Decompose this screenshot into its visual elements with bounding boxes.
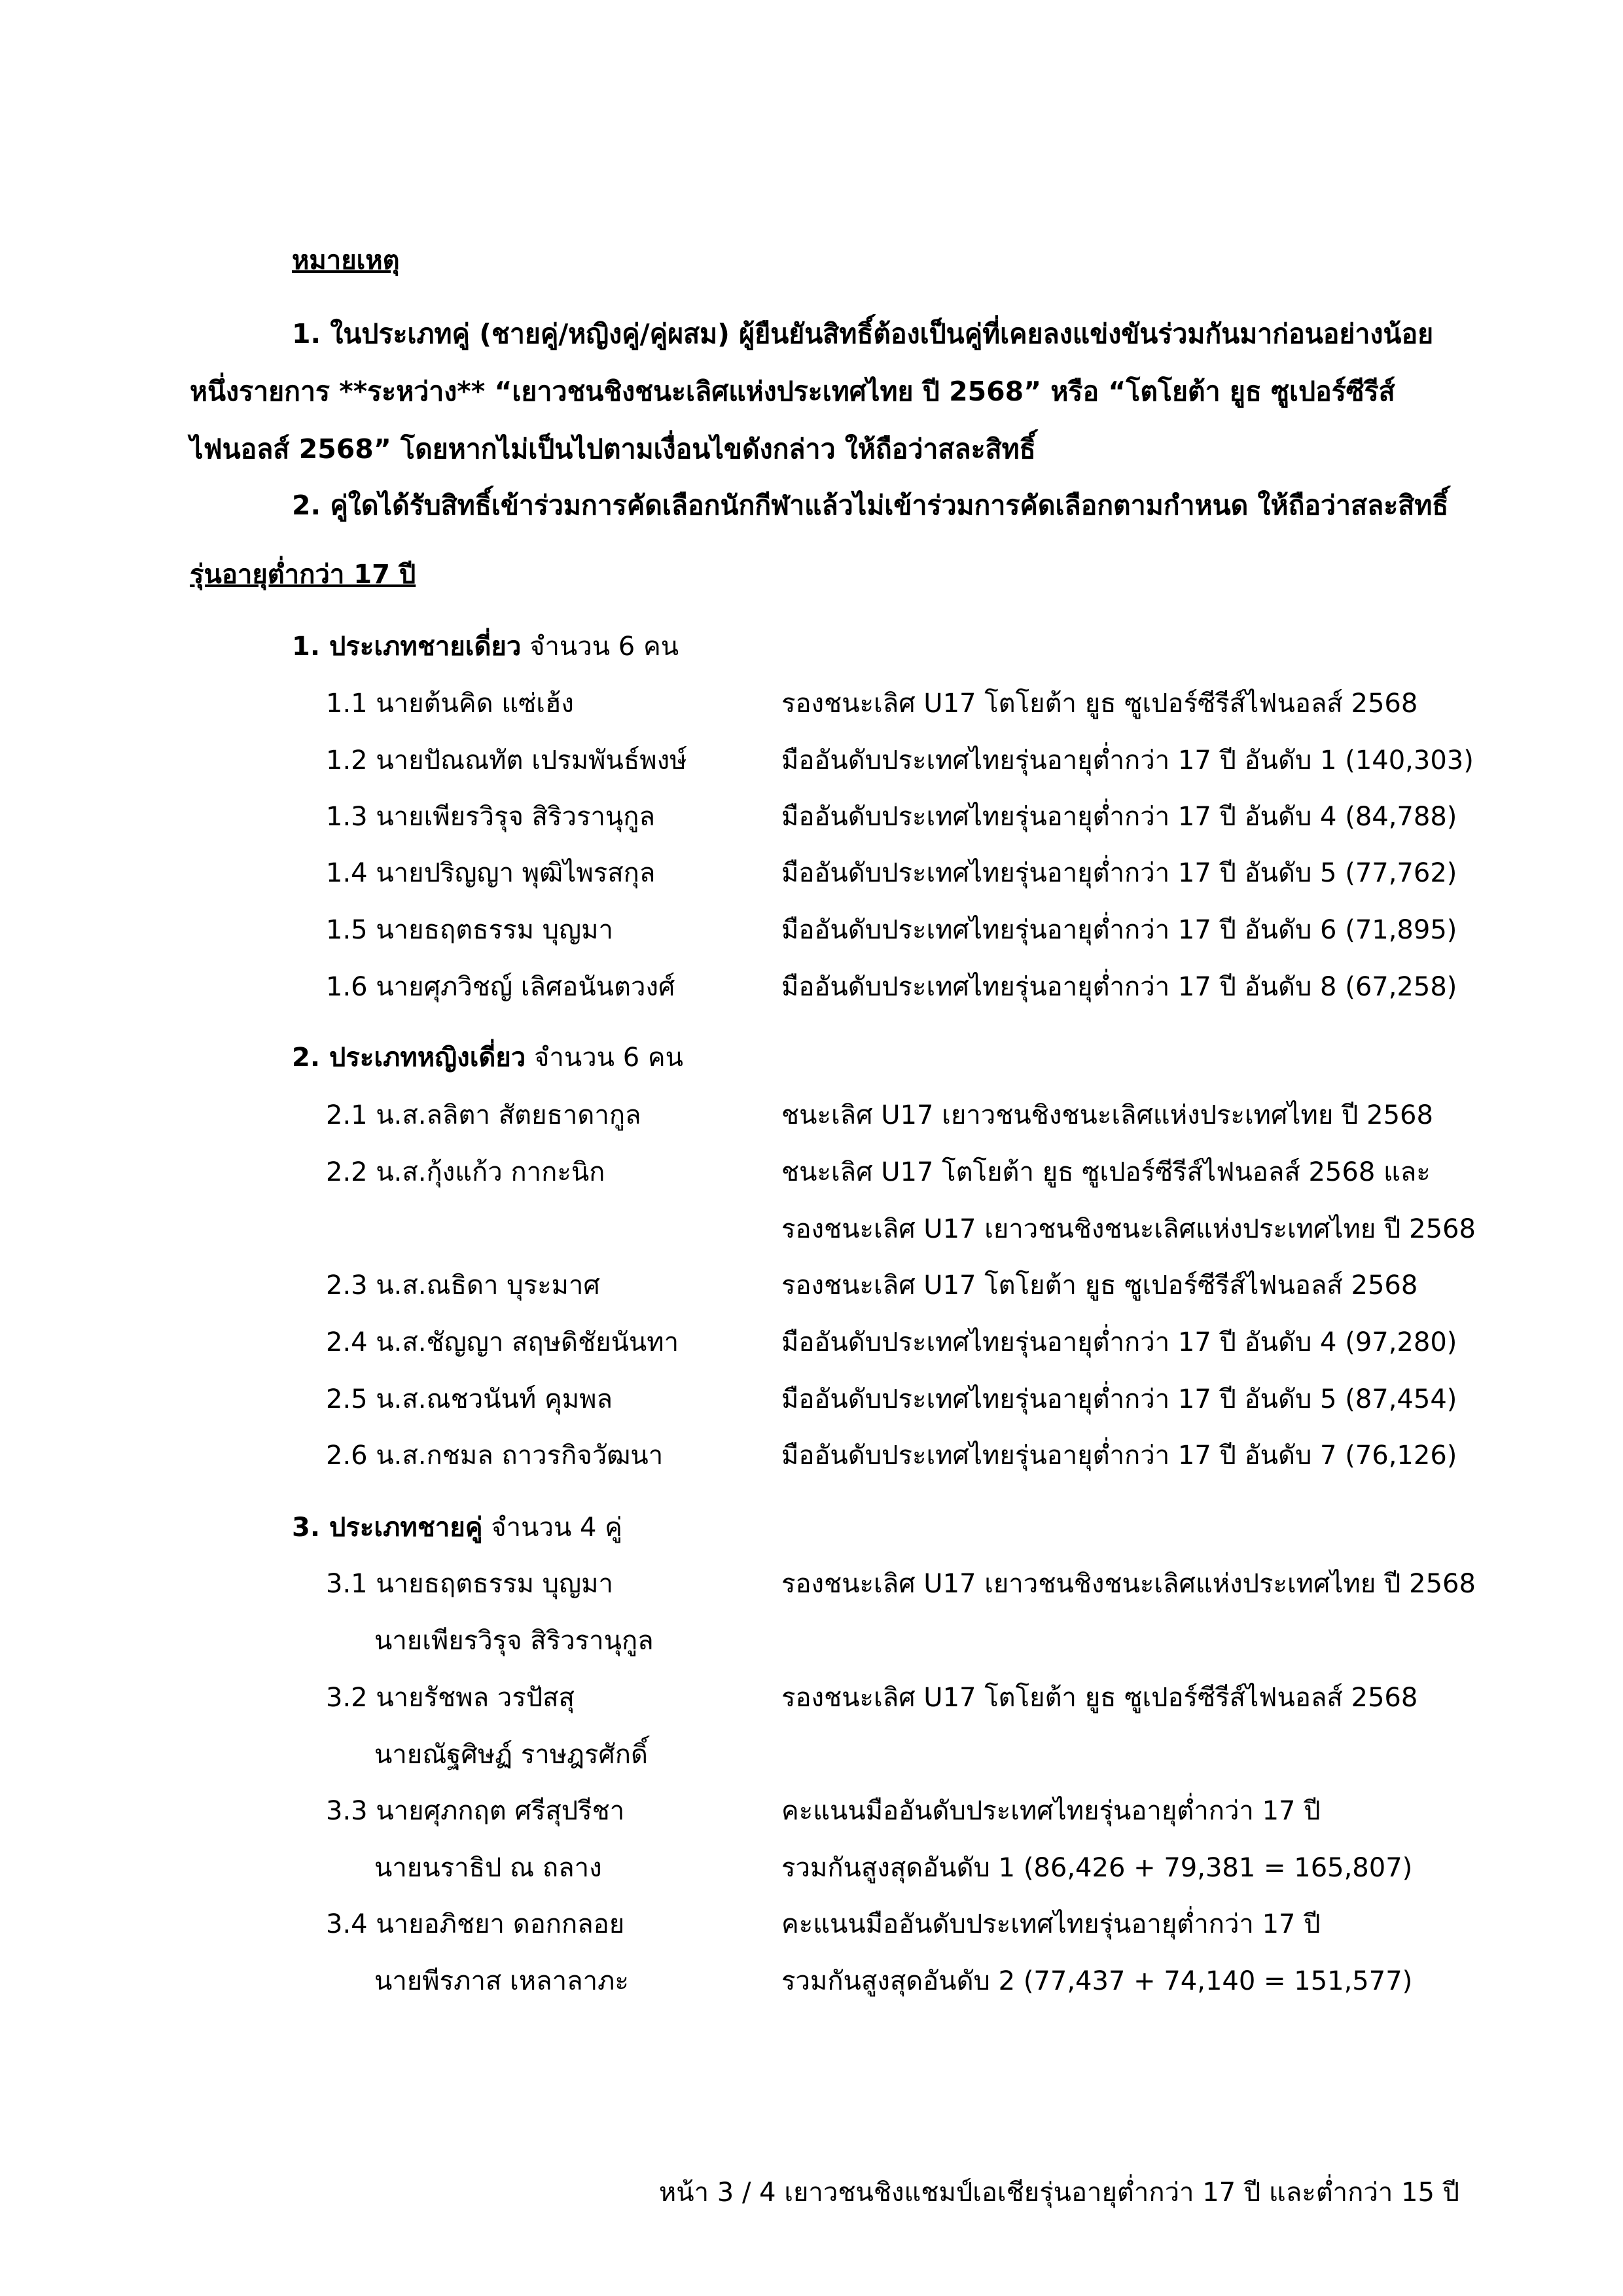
note-2: 2. คู่ใดได้รับสิทธิ์เข้าร่วมการคัดเลือกนักกีฬาแล้วไม่เข้าร่วมการคัดเลือกตามกำหนด ให้ถือว่าสละสิทธิ์ bbox=[292, 490, 1449, 521]
player-qualification: รองชนะเลิศ U17 โตโยต้า ยูธ ซูเปอร์ซีรีส์ไฟนอลส์ 2568 bbox=[781, 1270, 1418, 1300]
pair-player-1: 3.3 นายศุภกฤต ศรีสุปรีชา bbox=[326, 1796, 625, 1826]
pair-qualification-cont: รวมกันสูงสุดอันดับ 2 (77,437 + 74,140 = 151,577) bbox=[781, 1966, 1413, 1996]
player-name: 1.4 นายปริญญา พุฒิไพรสกุล bbox=[326, 858, 656, 888]
pair-player-2: นายพีรภาส เหลาลาภะ bbox=[374, 1966, 629, 1996]
note-1-line-2: หนึ่งรายการ **ระหว่าง** “เยาวชนชิงชนะเลิศแห่งประเทศไทย ปี 2568” หรือ “โตโยต้า ยูธ ซูเปอร์ซีรีส์ bbox=[190, 376, 1395, 407]
player-qualification-cont: รองชนะเลิศ U17 เยาวชนชิงชนะเลิศแห่งประเทศไทย ปี 2568 bbox=[781, 1214, 1476, 1244]
player-qualification: มืออันดับประเทศไทยรุ่นอายุต่ำกว่า 17 ปี อันดับ 5 (87,454) bbox=[781, 1384, 1457, 1414]
category-heading bbox=[292, 630, 679, 664]
category-count: จำนวน 4 คู่ bbox=[482, 1513, 622, 1543]
player-name: 1.3 นายเพียรวิรุจ สิริวรานุกูล bbox=[326, 802, 656, 832]
player-qualification: มืออันดับประเทศไทยรุ่นอายุต่ำกว่า 17 ปี อันดับ 1 (140,303) bbox=[781, 745, 1474, 776]
category-count: จำนวน 6 คน bbox=[521, 632, 679, 662]
category-heading bbox=[292, 1511, 622, 1545]
category-title: 1. ประเภทชายเดี่ยว bbox=[292, 632, 522, 662]
player-name: 1.5 นายธฤตธรรม บุญมา bbox=[326, 915, 613, 945]
player-qualification: มืออันดับประเทศไทยรุ่นอายุต่ำกว่า 17 ปี อันดับ 8 (67,258) bbox=[781, 972, 1457, 1002]
player-qualification: ชนะเลิศ U17 เยาวชนชิงชนะเลิศแห่งประเทศไทย ปี 2568 bbox=[781, 1100, 1433, 1130]
pair-qualification: รองชนะเลิศ U17 โตโยต้า ยูธ ซูเปอร์ซีรีส์ไฟนอลส์ 2568 bbox=[781, 1683, 1418, 1713]
player-name: 1.1 นายต้นคิด แซ่เฮ้ง bbox=[326, 689, 574, 719]
player-qualification: มืออันดับประเทศไทยรุ่นอายุต่ำกว่า 17 ปี อันดับ 5 (77,762) bbox=[781, 858, 1457, 888]
player-name: 1.2 นายปัณณทัต เปรมพันธ์พงษ์ bbox=[326, 745, 687, 776]
category-title: 3. ประเภทชายคู่ bbox=[292, 1513, 483, 1543]
player-name: 2.6 น.ส.กชมล ถาวรกิจวัฒนา bbox=[326, 1441, 664, 1471]
player-name: 2.5 น.ส.ณชวนันท์ คุมพล bbox=[326, 1384, 613, 1414]
player-name: 2.2 น.ส.กุ้งแก้ว กากะนิก bbox=[326, 1157, 605, 1187]
player-name: 2.3 น.ส.ณธิดา บุระมาศ bbox=[326, 1270, 600, 1300]
category-title: 2. ประเภทหญิงเดี่ยว bbox=[292, 1043, 526, 1073]
note-1-line-3: ไฟนอลส์ 2568” โดยหากไม่เป็นไปตามเงื่อนไขดังกล่าว ให้ถือว่าสละสิทธิ์ bbox=[190, 433, 1036, 465]
player-qualification: มืออันดับประเทศไทยรุ่นอายุต่ำกว่า 17 ปี อันดับ 6 (71,895) bbox=[781, 915, 1457, 945]
category-count: จำนวน 6 คน bbox=[526, 1043, 683, 1073]
pair-qualification: รองชนะเลิศ U17 เยาวชนชิงชนะเลิศแห่งประเทศไทย ปี 2568 bbox=[781, 1569, 1476, 1599]
player-name: 2.1 น.ส.ลลิตา สัตยธาดากูล bbox=[326, 1100, 641, 1130]
pair-qualification: คะแนนมืออันดับประเทศไทยรุ่นอายุต่ำกว่า 17 ปี bbox=[781, 1796, 1321, 1826]
player-name: 1.6 นายศุภวิชญ์ เลิศอนันตวงศ์ bbox=[326, 972, 675, 1002]
pair-player-1: 3.1 นายธฤตธรรม บุญมา bbox=[326, 1569, 613, 1599]
player-name: 2.4 น.ส.ชัญญา สฤษดิชัยนันทา bbox=[326, 1327, 679, 1357]
player-qualification: รองชนะเลิศ U17 โตโยต้า ยูธ ซูเปอร์ซีรีส์ไฟนอลส์ 2568 bbox=[781, 689, 1418, 719]
pair-player-1: 3.4 นายอภิชยา ดอกกลอย bbox=[326, 1909, 625, 1939]
pair-qualification-cont: รวมกันสูงสุดอันดับ 1 (86,426 + 79,381 = 165,807) bbox=[781, 1853, 1413, 1883]
pair-player-2: นายเพียรวิรุจ สิริวรานุกูล bbox=[374, 1626, 654, 1656]
player-qualification: ชนะเลิศ U17 โตโยต้า ยูธ ซูเปอร์ซีรีส์ไฟนอลส์ 2568 และ bbox=[781, 1157, 1431, 1187]
player-qualification: มืออันดับประเทศไทยรุ่นอายุต่ำกว่า 17 ปี อันดับ 4 (84,788) bbox=[781, 802, 1457, 832]
notes-heading: หมายเหตุ bbox=[292, 245, 400, 276]
pair-player-2: นายนราธิป ณ ถลาง bbox=[374, 1853, 602, 1883]
player-qualification: มืออันดับประเทศไทยรุ่นอายุต่ำกว่า 17 ปี อันดับ 7 (76,126) bbox=[781, 1441, 1457, 1471]
page-footer: หน้า 3 / 4 เยาวชนชิงแชมป์เอเชียรุ่นอายุต่ำกว่า 17 ปี และต่ำกว่า 15 ปี bbox=[658, 2178, 1459, 2208]
pair-qualification: คะแนนมืออันดับประเทศไทยรุ่นอายุต่ำกว่า 17 ปี bbox=[781, 1909, 1321, 1939]
category-heading bbox=[292, 1041, 683, 1075]
player-qualification: มืออันดับประเทศไทยรุ่นอายุต่ำกว่า 17 ปี อันดับ 4 (97,280) bbox=[781, 1327, 1457, 1357]
pair-player-1: 3.2 นายรัชพล วรปัสสุ bbox=[326, 1683, 575, 1713]
note-1-line-1: 1. ในประเภทคู่ (ชายคู่/หญิงคู่/คู่ผสม) ผู้ยืนยันสิทธิ์ต้องเป็นคู่ที่เคยลงแข่งขันร่วมกันมาก่อนอย่างน้อย bbox=[292, 318, 1434, 350]
pair-player-2: นายณัฐศิษฏ์ ราษฎรศักดิ์ bbox=[374, 1740, 648, 1770]
section-title: รุ่นอายุต่ำกว่า 17 ปี bbox=[190, 560, 416, 590]
